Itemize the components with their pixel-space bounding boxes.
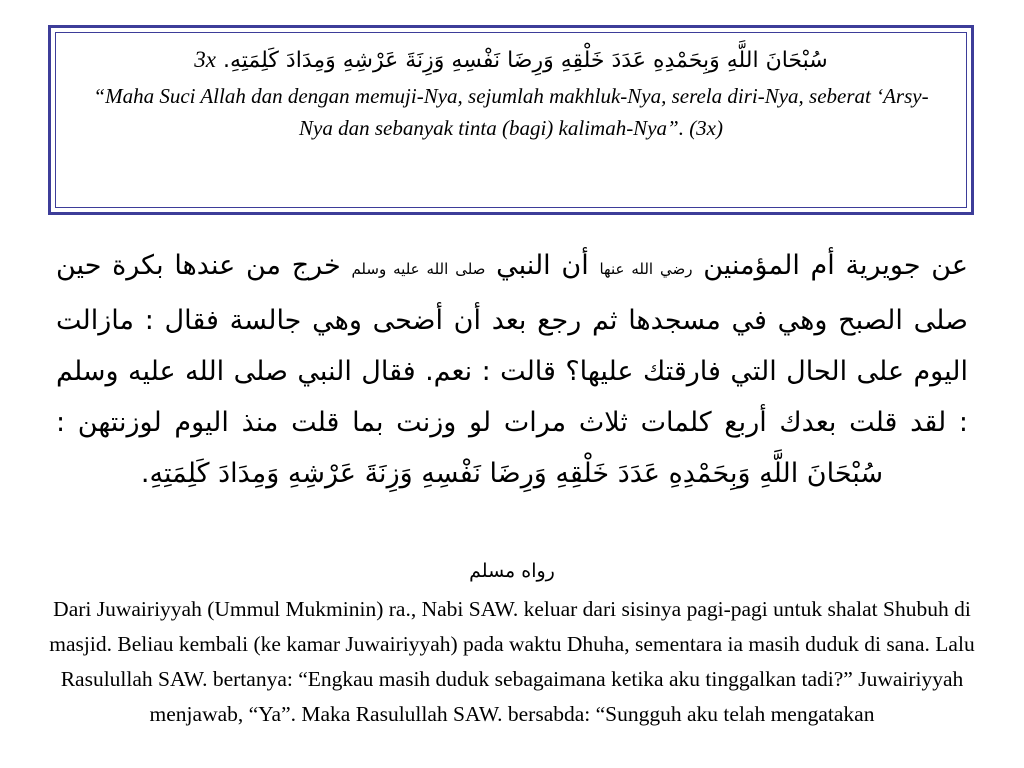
dhikr-translation: “Maha Suci Allah dan dengan memuji-Nya, sejumlah makhluk-Nya, serela diri-Nya, seberat ‘Arsy-Nya dan sebanyak tinta (bagi) kalimah-Nya”. (3x) — [93, 84, 929, 140]
dhikr-box — [48, 25, 974, 215]
hadith-arabic-paragraph — [56, 240, 968, 499]
dhikr-arabic-line — [56, 43, 966, 78]
dhikr-count: 3x — [194, 47, 216, 72]
hadith-source: رواه مسلم — [469, 560, 555, 582]
dhikr-arabic-text: سُبْحَانَ اللَّهِ وَبِحَمْدِهِ عَدَدَ خَلْقِهِ وَرِضَا نَفْسِهِ وَزِنَةَ عَرْشِهِ وَمِدَادَ كَلِمَتِهِ. — [223, 48, 828, 73]
hadith-indonesian-translation: Dari Juwairiyyah (Ummul Mukminin) ra., Nabi SAW. keluar dari sisinya pagi-pagi untuk shalat Shubuh di masjid. Beliau kembali (ke kamar Juwairiyyah) pada waktu Dhuha, sementara ia masih duduk di sana. Lalu Rasulullah SAW. bertanya: “Engkau masih duduk sebagaimana ketika aku tinggalkan tadi?” Juwairiyyah menjawab, “Ya”. Maka Rasulullah SAW. bersabda: “Sungguh aku telah mengatakan — [49, 597, 975, 726]
hadith-arabic-part2: أن النبي — [496, 250, 589, 281]
dhikr-box-inner — [55, 32, 967, 208]
honorific-radiya: رضي الله عنها — [599, 260, 693, 278]
hadith-arabic-part4: : مازالت اليوم على الحال التي فارقتك عليها؟ قالت : نعم. فقال النبي صلى الله عليه وسلم : لقد قلت بعدك أربع كلمات ثلاث مرات لو وزنت بما قلت منذ اليوم لوزنتهن : — [56, 305, 968, 438]
honorific-salla: صلى الله عليه وسلم — [351, 260, 486, 278]
hadith-arabic-part1: عن جويرية أم المؤمنين — [703, 250, 968, 281]
hadith-arabic-part3: خرج من عندها بكرة حين صلى الصبح وهي في مسجدها ثم رجع بعد أن أضحى وهي جالسة فقال — [56, 250, 968, 336]
hadith-arabic-dhikr: سُبْحَانَ اللَّهِ وَبِحَمْدِهِ عَدَدَ خَلْقِهِ وَرِضَا نَفْسِهِ وَزِنَةَ عَرْشِهِ وَمِدَادَ كَلِمَتِهِ. — [140, 458, 884, 489]
